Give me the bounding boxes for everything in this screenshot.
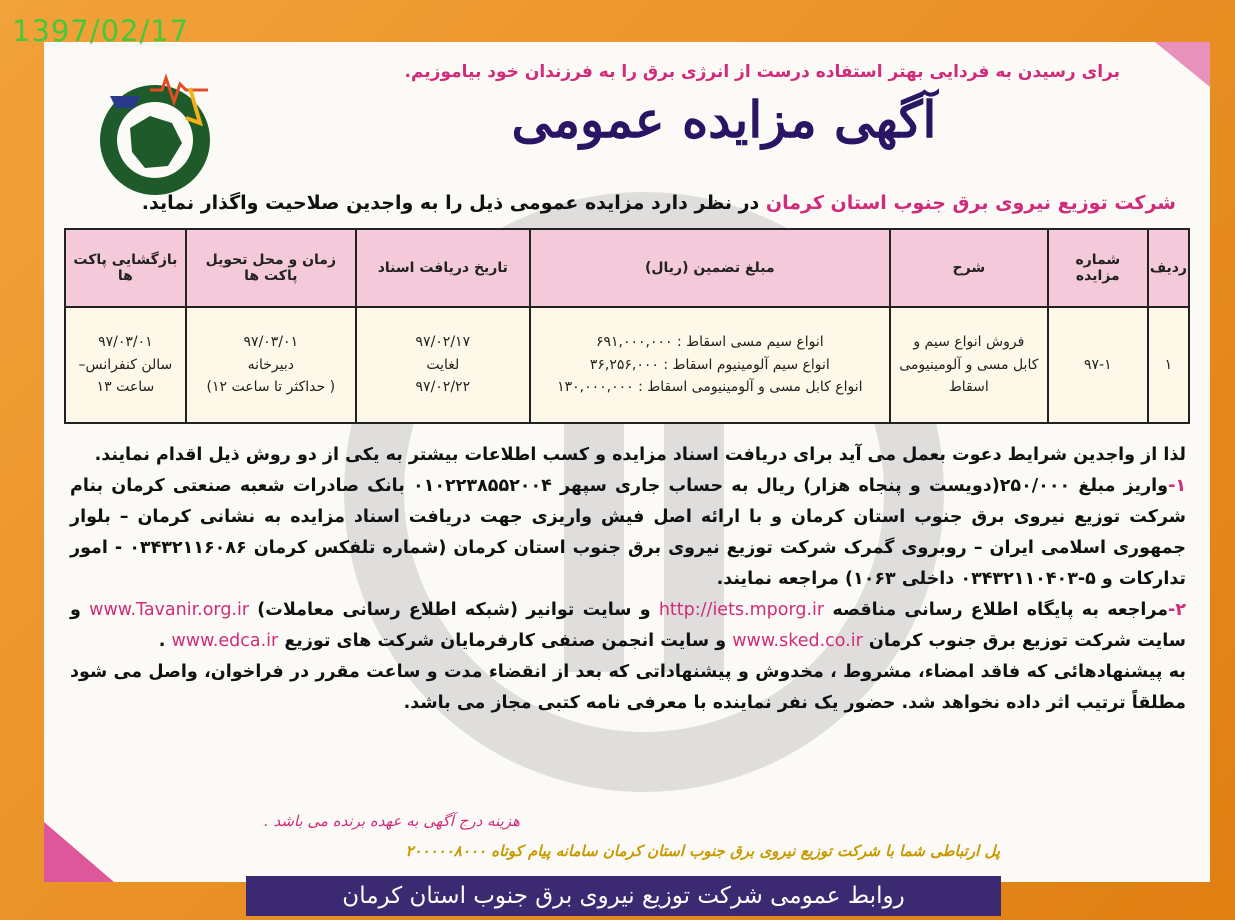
date-stamp: 1397/02/17 bbox=[12, 14, 190, 48]
col-doc-date: تاریخ دریافت اسناد bbox=[356, 229, 530, 307]
tagline: برای رسیدن به فردایی بهتر استفاده درست از انرژی برق را به فرزندان خود بیاموزیم. bbox=[404, 62, 1120, 82]
cell-row: ۱ bbox=[1148, 307, 1189, 423]
edca-link[interactable]: www.edca.ir bbox=[171, 631, 279, 651]
col-row: ردیف bbox=[1148, 229, 1189, 307]
col-number: شماره مزایده bbox=[1048, 229, 1148, 307]
cell-amount: انواع سیم مسی اسقاط : ۶۹۱,۰۰۰,۰۰۰ انواع سیم آلومینیوم اسقاط : ۳۶,۲۵۶,۰۰۰ انواع کابل مسی و آلومینیومی اسقاط : ۱۳۰,۰۰۰,۰۰۰ bbox=[530, 307, 890, 423]
page-title: آگهی مزایده عمومی bbox=[511, 90, 937, 149]
intro-rest: در نظر دارد مزایده عمومی ذیل را به واجدین صلاحیت واگذار نماید. bbox=[141, 192, 766, 214]
table-row bbox=[65, 307, 1189, 423]
tavanir-link[interactable]: www.Tavanir.org.ir bbox=[89, 600, 250, 620]
company-name: شرکت توزیع نیروی برق جنوب استان کرمان bbox=[765, 192, 1176, 214]
paragraph-method-2: ۲-مراجعه به پایگاه اطلاع رسانی مناقصه http://iets.mporg.ir و سایت توانیر (شبکه اطلاع رسانی معاملات) www.Tavanir.org.ir و سایت شرکت توزیع برق جنوب کرمان www.sked.co.ir و سایت انجمن صنفی کارفرمایان شرکت های توزیع www.edca.ir . bbox=[70, 600, 1186, 651]
sms-contact-note: پل ارتباطی شما با شرکت توزیع نیروی برق جنوب استان کرمان سامانه پیام کوتاه ۲۰۰۰۰۰۸۰۰۰ bbox=[405, 842, 1000, 860]
intro-sentence bbox=[142, 192, 1176, 214]
cell-description: فروش انواع سیم و کابل مسی و آلومینیومی اسقاط bbox=[890, 307, 1048, 423]
notice-body bbox=[70, 440, 1186, 719]
table-header-row bbox=[65, 229, 1189, 307]
paragraph-conditions: به پیشنهادهائی که فاقد امضاء، مشروط ، مخدوش و پیشنهاداتی که بعد از انقضاء مدت و ساعت مقرر در فراخوان، واصل می شود مطلقاً ترتیب اثر داده نخواهد شد. حضور یک نفر نماینده با معرفی نامه کتبی مجاز می باشد. bbox=[70, 662, 1186, 713]
col-delivery: زمان و محل تحویل پاکت ها bbox=[186, 229, 356, 307]
public-relations-banner: روابط عمومی شرکت توزیع نیروی برق جنوب استان کرمان bbox=[246, 876, 1001, 916]
company-logo-icon bbox=[90, 68, 220, 198]
col-opening: بازگشایی پاکت ها bbox=[65, 229, 186, 307]
corner-decoration-top bbox=[1155, 42, 1210, 87]
paragraph-method-1: ۱-واریز مبلغ ۲۵۰/۰۰۰(دویست و پنجاه هزار) ریال به حساب جاری سپهر ۰۱۰۲۲۳۸۵۵۲۰۰۴ بانک صادرات شعبه صنعتی کرمان بنام شرکت توزیع نیروی برق جنوب استان کرمان و با ارائه اصل فیش واریزی جهت دریافت اسناد مزایده به نشانی کرمان – بلوار جمهوری اسلامی ایران – روبروی گمرک شرکت توزیع نیروی برق جنوب استان کرمان (شماره تلفکس کرمان ۰۳۴۳۲۱۱۶۰۸۶ - امور تدارکات و ۵-۰۳۴۳۲۱۱۰۴۰۳ داخلی ۱۰۶۳) مراجعه نمایند. bbox=[70, 476, 1187, 589]
iets-link[interactable]: http://iets.mporg.ir bbox=[658, 600, 825, 620]
cell-doc-date: ۹۷/۰۲/۱۷ لغایت ۹۷/۰۲/۲۲ bbox=[356, 307, 530, 423]
ad-cost-note: هزینه درج آگهی به عهده برنده می باشد . bbox=[263, 812, 520, 830]
paragraph-invitation: لذا از واجدین شرایط دعوت بعمل می آید برای دریافت اسناد مزایده و کسب اطلاعات بیشتر به یکی از دو روش ذیل اقدام نمایند. bbox=[94, 445, 1186, 465]
col-description: شرح bbox=[890, 229, 1048, 307]
cell-number: ۹۷-۱ bbox=[1048, 307, 1148, 423]
cell-delivery: ۹۷/۰۳/۰۱ دبیرخانه ( حداکثر تا ساعت ۱۲) bbox=[186, 307, 356, 423]
cell-opening: ۹۷/۰۳/۰۱ سالن کنفرانس– ساعت ۱۳ bbox=[65, 307, 186, 423]
sked-link[interactable]: www.sked.co.ir bbox=[732, 631, 863, 651]
corner-decoration-bottom bbox=[44, 822, 114, 882]
notice-paper bbox=[44, 42, 1210, 882]
auction-table bbox=[64, 228, 1190, 424]
col-amount: مبلغ تضمین (ریال) bbox=[530, 229, 890, 307]
